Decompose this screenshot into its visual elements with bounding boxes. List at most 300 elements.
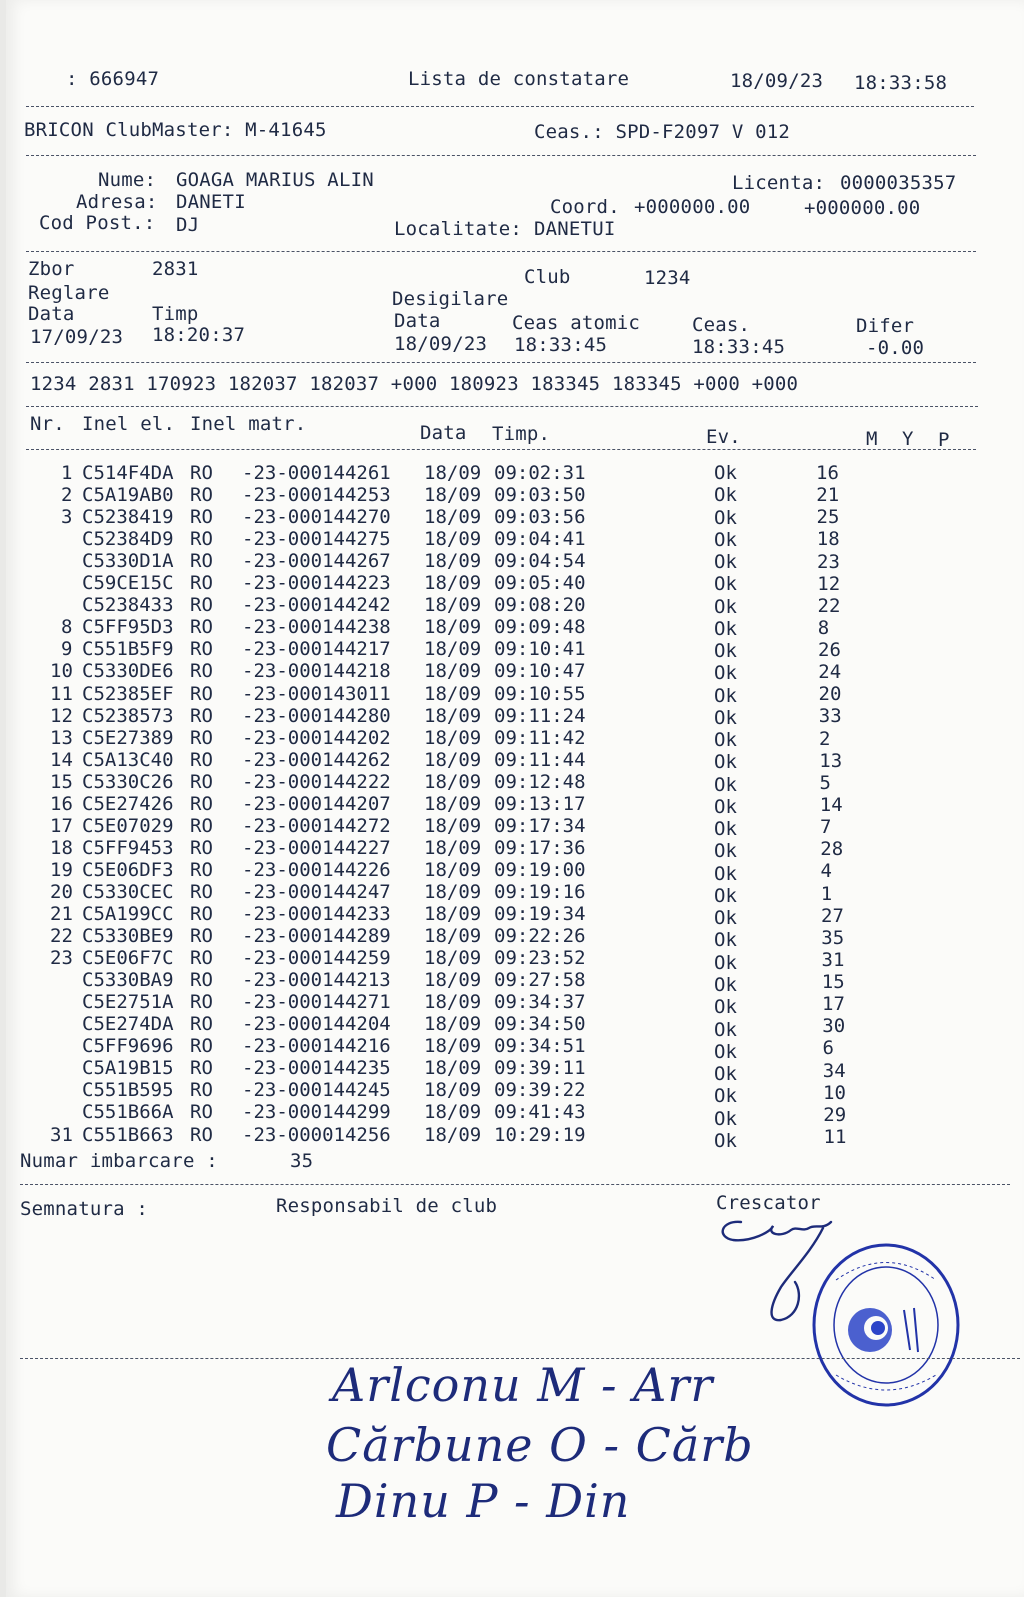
ring-electronic: C5E06DF3 <box>82 858 174 881</box>
arrival-date: 18/09 <box>424 947 482 970</box>
arrival-date: 18/09 <box>424 462 482 484</box>
table-row <box>6 903 1006 930</box>
position: 15 <box>821 971 845 994</box>
ring-registration: -23-000014256 <box>242 1123 391 1146</box>
arrival-time: 09:08:20 <box>494 594 586 617</box>
desigilare-label: Desigilare <box>392 288 509 310</box>
postal-label: Cod Post.: <box>39 212 156 234</box>
event-status: Ok <box>714 996 737 1019</box>
ring-country: RO <box>190 858 213 881</box>
ring-registration: -23-000144238 <box>242 616 391 639</box>
col-timp: Timp. <box>492 423 551 445</box>
divider <box>26 362 976 363</box>
ring-country: RO <box>190 925 213 948</box>
ring-electronic: C5FF95D3 <box>82 616 174 639</box>
locality-label: Localitate: <box>394 218 523 240</box>
ring-country: RO <box>190 1123 213 1146</box>
reglare-timp-label: Timp <box>152 303 199 325</box>
desigilare-date: 18/09/23 <box>394 333 488 355</box>
arrival-date: 18/09 <box>424 1101 482 1124</box>
arrival-time: 09:11:24 <box>494 704 586 727</box>
table-row <box>6 726 1006 752</box>
ring-registration: -23-000144261 <box>242 462 391 484</box>
position: 34 <box>822 1059 846 1082</box>
ring-electronic: C5238419 <box>82 506 174 529</box>
table-row <box>6 484 1006 506</box>
arrival-date: 18/09 <box>424 572 482 595</box>
ring-registration: -23-000144259 <box>242 947 391 970</box>
arrival-time: 09:03:50 <box>494 484 586 507</box>
arrival-time: 09:11:44 <box>494 748 586 771</box>
arrival-date: 18/09 <box>424 616 482 639</box>
ring-electronic: C5330CEC <box>82 880 174 903</box>
arrival-date: 18/09 <box>424 858 482 881</box>
license-number: 0000035357 <box>840 172 957 194</box>
event-status: Ok <box>714 684 737 707</box>
position: 6 <box>822 1037 834 1060</box>
ring-electronic: C5E07029 <box>82 814 174 837</box>
name-label: Nume: <box>98 169 157 191</box>
ring-electronic: C551B5F9 <box>82 638 174 661</box>
semnatura-label: Semnatura : <box>20 1198 149 1220</box>
arrival-time: 09:13:17 <box>494 792 586 815</box>
row-number: 22 <box>50 925 73 948</box>
event-status: Ok <box>714 773 737 796</box>
position: 4 <box>820 860 832 883</box>
ring-registration: -23-000144223 <box>242 572 391 595</box>
reglare-label: Reglare <box>28 282 110 304</box>
ring-electronic: C5238433 <box>82 594 174 617</box>
ring-country: RO <box>190 947 213 970</box>
event-status: Ok <box>714 1129 737 1152</box>
receipt-date: 18/09/23 <box>730 70 824 92</box>
ring-registration: -23-000144235 <box>242 1057 391 1080</box>
reglare-data-label: Data <box>28 303 75 325</box>
ring-electronic: C5FF9453 <box>82 836 174 859</box>
table-row <box>6 660 1006 685</box>
crescator-label: Crescator <box>716 1192 821 1214</box>
ring-electronic: C551B663 <box>82 1123 174 1146</box>
event-status: Ok <box>714 484 737 507</box>
arrival-time: 09:19:16 <box>494 880 586 903</box>
col-nr: Nr. <box>30 413 65 435</box>
ring-registration: -23-000144202 <box>242 726 391 749</box>
row-number: 31 <box>50 1123 73 1146</box>
arrival-time: 09:03:56 <box>494 506 586 529</box>
ceas-label: Ceas. <box>692 314 751 336</box>
arrival-date: 18/09 <box>424 903 482 925</box>
arrival-time: 09:11:42 <box>494 726 586 749</box>
responsabil-label: Responsabil de club <box>276 1195 498 1217</box>
arrival-time: 09:09:48 <box>494 616 586 639</box>
event-status: Ok <box>714 884 737 907</box>
event-status: Ok <box>714 662 737 685</box>
row-number: 9 <box>61 638 73 661</box>
ring-electronic: C5A199CC <box>82 903 174 925</box>
arrival-time: 09:04:41 <box>494 528 586 551</box>
row-number: 8 <box>61 616 73 639</box>
zbor-number: 2831 <box>152 258 199 280</box>
table-row <box>6 748 1006 774</box>
ring-electronic: C52384D9 <box>82 528 174 551</box>
ring-registration: -23-000144247 <box>242 880 391 903</box>
ring-country: RO <box>190 484 213 507</box>
arrival-date: 18/09 <box>424 770 482 793</box>
row-number: 1 <box>61 462 73 484</box>
ring-electronic: C5E274DA <box>82 1013 174 1036</box>
arrival-date: 18/09 <box>424 748 482 771</box>
coord-label: Coord. <box>550 196 620 218</box>
ring-electronic: C5E2751A <box>82 991 174 1014</box>
event-status: Ok <box>714 951 737 974</box>
ring-electronic: C5A19B15 <box>82 1057 174 1080</box>
arrival-date: 18/09 <box>424 638 482 661</box>
ring-registration: -23-000144204 <box>242 1013 391 1036</box>
ring-country: RO <box>190 836 213 859</box>
col-inel-el: Inel el. <box>82 413 176 435</box>
row-number: 21 <box>50 903 73 925</box>
divider <box>26 106 974 107</box>
event-status: Ok <box>714 640 737 663</box>
ring-country: RO <box>190 903 213 925</box>
divider <box>26 449 976 450</box>
ring-registration: -23-000144222 <box>242 770 391 793</box>
reglare-date: 17/09/23 <box>30 326 124 348</box>
event-status: Ok <box>714 1063 737 1085</box>
row-number: 13 <box>50 726 73 749</box>
arrival-time: 09:17:34 <box>494 814 586 837</box>
position: 12 <box>817 572 841 595</box>
table-row <box>6 1079 1006 1108</box>
ring-registration: -23-000144271 <box>242 991 391 1014</box>
table-row <box>6 947 1006 974</box>
arrival-date: 18/09 <box>424 528 482 551</box>
arrival-date: 18/09 <box>424 1013 482 1036</box>
table-row <box>6 991 1006 1019</box>
club-stamp <box>806 1240 966 1410</box>
col-data: Data <box>420 422 467 444</box>
event-status: Ok <box>714 751 737 774</box>
event-status: Ok <box>714 595 737 618</box>
table-row <box>6 1057 1006 1085</box>
arrival-date: 18/09 <box>424 1057 482 1080</box>
ring-electronic: C5E27426 <box>82 792 174 815</box>
ring-registration: -23-000144226 <box>242 858 391 881</box>
event-status: Ok <box>714 973 737 996</box>
position: 2 <box>819 727 831 750</box>
ring-electronic: C5A19AB0 <box>82 484 174 507</box>
arrival-date: 18/09 <box>424 969 482 992</box>
locality: DANETUI <box>534 218 616 240</box>
row-number: 3 <box>61 506 73 529</box>
ring-electronic: C551B66A <box>82 1101 174 1124</box>
handwritten-line-1: Arlconu M - Arr <box>332 1358 714 1412</box>
postal-code: DJ <box>176 214 200 236</box>
divider <box>26 406 978 407</box>
ring-country: RO <box>190 792 213 815</box>
arrival-time: 09:04:54 <box>494 550 586 573</box>
ring-country: RO <box>190 616 213 639</box>
table-row <box>6 462 1006 484</box>
table-row <box>6 858 1006 885</box>
arrival-date: 18/09 <box>424 880 482 903</box>
ring-country: RO <box>190 748 213 771</box>
receipt-id: : 666947 <box>66 68 160 90</box>
event-status: Ok <box>714 795 737 818</box>
ring-registration: -23-000144272 <box>242 814 391 837</box>
position: 16 <box>816 462 839 484</box>
table-row <box>6 1123 1006 1152</box>
ring-country: RO <box>190 594 213 617</box>
ring-country: RO <box>190 770 213 793</box>
row-number: 10 <box>50 660 73 683</box>
ring-registration: -23-000144207 <box>242 792 391 815</box>
position: 7 <box>820 816 832 839</box>
club-number: 1234 <box>644 267 691 289</box>
position: 29 <box>823 1103 847 1126</box>
ring-country: RO <box>190 814 213 837</box>
ring-registration: -23-000144270 <box>242 506 391 529</box>
arrival-date: 18/09 <box>424 660 482 683</box>
ring-electronic: C5FF9696 <box>82 1035 174 1058</box>
event-status: Ok <box>714 1018 737 1041</box>
divider <box>20 1184 1010 1185</box>
row-number: 16 <box>50 792 73 815</box>
ring-registration: -23-000144216 <box>242 1035 391 1058</box>
arrival-date: 18/09 <box>424 1079 482 1102</box>
col-y: Y <box>902 428 914 450</box>
arrival-date: 18/09 <box>424 925 482 948</box>
ring-country: RO <box>190 969 213 992</box>
row-number: 18 <box>50 836 73 859</box>
ring-electronic: C5A13C40 <box>82 748 174 771</box>
ring-electronic: C59CE15C <box>82 572 174 595</box>
license-label: Licenta: <box>732 172 826 194</box>
table-row <box>6 925 1006 952</box>
arrival-date: 18/09 <box>424 682 482 705</box>
ring-electronic: C5E27389 <box>82 726 174 749</box>
owner-name: GOAGA MARIUS ALIN <box>176 169 374 191</box>
flight-code-line: 1234 2831 170923 182037 182037 +000 180923 183345 183345 +000 +000 <box>30 373 799 395</box>
clock-id: Ceas.: SPD-F2097 V 012 <box>534 121 791 143</box>
receipt-paper <box>6 0 1024 1597</box>
ring-registration: -23-000144289 <box>242 925 391 948</box>
position: 24 <box>818 661 842 684</box>
event-status: Ok <box>714 818 737 841</box>
event-status: Ok <box>714 617 737 640</box>
ring-registration: -23-000144262 <box>242 748 391 771</box>
table-row <box>6 506 1006 528</box>
row-number: 12 <box>50 704 73 727</box>
arrival-time: 09:27:58 <box>494 969 586 992</box>
handwritten-line-3: Dinu P - Din <box>336 1474 631 1528</box>
arrival-time: 09:23:52 <box>494 947 586 970</box>
ring-electronic: C551B595 <box>82 1079 174 1102</box>
arrival-time: 09:19:34 <box>494 903 586 925</box>
position: 17 <box>822 993 845 1016</box>
event-status: Ok <box>714 462 737 484</box>
owner-address: DANETI <box>176 191 246 213</box>
position: 22 <box>817 594 841 617</box>
ring-registration: -23-000144242 <box>242 594 391 617</box>
ring-electronic: C5E06F7C <box>82 947 174 970</box>
row-number: 11 <box>50 682 73 705</box>
handwritten-line-2: Cărbune O - Cărb <box>326 1418 754 1472</box>
position: 5 <box>819 771 831 794</box>
ring-registration: -23-000144280 <box>242 704 391 727</box>
arrival-date: 18/09 <box>424 792 482 815</box>
divider <box>26 251 976 252</box>
ring-country: RO <box>190 682 213 705</box>
ring-country: RO <box>190 704 213 727</box>
ring-electronic: C514F4DA <box>82 462 174 484</box>
table-row <box>6 880 1006 907</box>
table-row <box>6 683 1006 705</box>
address-label: Adresa: <box>76 191 158 213</box>
position: 13 <box>819 749 843 772</box>
col-m: M <box>866 428 878 450</box>
ring-registration: -23-000144253 <box>242 484 391 507</box>
ring-country: RO <box>190 660 213 683</box>
ring-electronic: C5330C26 <box>82 770 174 793</box>
ring-electronic: C5238573 <box>82 704 174 727</box>
arrival-time: 09:05:40 <box>494 572 586 595</box>
position: 8 <box>817 616 830 639</box>
imbarcare-count: 35 <box>290 1150 314 1172</box>
ring-registration: -23-000144275 <box>242 528 391 551</box>
arrival-time: 09:10:41 <box>494 638 586 661</box>
ring-electronic: C5330DE6 <box>82 660 174 683</box>
position: 10 <box>823 1081 846 1104</box>
atomic-time: 18:33:45 <box>514 334 608 356</box>
arrival-time: 09:34:37 <box>494 991 586 1014</box>
atomic-clock-label: Ceas atomic <box>512 312 641 334</box>
position: 1 <box>820 882 833 905</box>
position: 25 <box>816 506 840 529</box>
zbor-label: Zbor <box>28 258 75 280</box>
ring-country: RO <box>190 528 213 551</box>
receipt-title: Lista de constatare <box>408 68 630 90</box>
ring-registration: -23-000143011 <box>242 682 391 705</box>
table-row <box>6 836 1006 863</box>
event-status: Ok <box>714 907 737 930</box>
difer-label: Difer <box>856 315 915 337</box>
event-status: Ok <box>714 929 737 952</box>
position: 35 <box>821 926 845 949</box>
position: 30 <box>822 1015 846 1038</box>
ring-country: RO <box>190 572 213 595</box>
arrival-time: 09:10:55 <box>494 682 586 705</box>
arrival-time: 09:34:51 <box>494 1035 586 1058</box>
arrival-date: 18/09 <box>424 506 482 529</box>
row-number: 23 <box>50 947 73 970</box>
table-row <box>6 638 1006 663</box>
position: 23 <box>817 550 840 573</box>
divider <box>26 155 976 156</box>
table-row <box>6 705 1006 727</box>
event-status: Ok <box>714 528 737 551</box>
table-row <box>6 594 1006 616</box>
event-status: Ok <box>714 706 737 729</box>
receipt-time: 18:33:58 <box>854 72 948 94</box>
table-row <box>6 572 1006 594</box>
arrival-time: 09:22:26 <box>494 925 586 948</box>
table-row <box>6 1101 1006 1130</box>
ring-country: RO <box>190 991 213 1014</box>
ring-registration: -23-000144299 <box>242 1101 391 1124</box>
ring-registration: -23-000144227 <box>242 836 391 859</box>
club-label: Club <box>524 266 571 288</box>
reglare-time: 18:20:37 <box>152 324 246 346</box>
position: 11 <box>823 1126 847 1149</box>
table-row <box>6 616 1006 638</box>
arrival-date: 18/09 <box>424 704 482 727</box>
position: 27 <box>821 904 844 927</box>
position: 31 <box>821 948 845 971</box>
ring-registration: -23-000144218 <box>242 660 391 683</box>
ring-country: RO <box>190 1079 213 1102</box>
coord-y: +000000.00 <box>804 197 921 219</box>
ring-country: RO <box>190 550 213 573</box>
col-inel-matr: Inel matr. <box>190 413 307 435</box>
row-number: 17 <box>50 814 73 837</box>
position: 20 <box>818 683 842 706</box>
event-status: Ok <box>714 506 737 529</box>
arrival-time: 09:17:36 <box>494 836 586 859</box>
arrival-time: 09:34:50 <box>494 1013 586 1036</box>
ring-country: RO <box>190 462 213 484</box>
row-number: 2 <box>61 484 73 507</box>
arrival-date: 18/09 <box>424 594 482 617</box>
row-number: 19 <box>50 858 73 881</box>
ring-registration: -23-000144233 <box>242 903 391 925</box>
table-row <box>6 814 1006 841</box>
table-row <box>6 770 1006 796</box>
arrival-time: 09:39:22 <box>494 1079 586 1102</box>
position: 33 <box>818 705 842 728</box>
arrival-time: 09:41:43 <box>494 1101 586 1124</box>
arrival-time: 10:29:19 <box>494 1123 586 1146</box>
difer-value: -0.00 <box>866 337 925 359</box>
row-number: 20 <box>50 880 73 903</box>
table-row <box>6 1035 1006 1063</box>
arrival-date: 18/09 <box>424 991 482 1014</box>
position: 14 <box>819 794 843 816</box>
col-p: P <box>938 429 950 451</box>
arrival-time: 09:12:48 <box>494 770 586 793</box>
ring-registration: -23-000144213 <box>242 969 391 992</box>
ring-registration: -23-000144267 <box>242 550 391 573</box>
arrival-date: 18/09 <box>424 836 482 859</box>
ring-country: RO <box>190 506 213 529</box>
position: 26 <box>818 639 841 662</box>
event-status: Ok <box>714 862 737 885</box>
col-ev: Ev. <box>706 426 741 448</box>
arrival-date: 18/09 <box>424 726 482 749</box>
table-row <box>6 792 1006 818</box>
arrival-time: 09:02:31 <box>494 462 586 484</box>
desigilare-data-label: Data <box>394 310 441 332</box>
event-status: Ok <box>714 729 737 752</box>
event-status: Ok <box>714 573 737 596</box>
device-id: BRICON ClubMaster: M-41645 <box>24 119 327 141</box>
ring-country: RO <box>190 880 213 903</box>
event-status: Ok <box>714 551 737 574</box>
ceas-time: 18:33:45 <box>692 336 786 358</box>
position: 28 <box>820 838 844 861</box>
imbarcare-label: Numar imbarcare : <box>20 1150 218 1172</box>
ring-country: RO <box>190 726 213 749</box>
